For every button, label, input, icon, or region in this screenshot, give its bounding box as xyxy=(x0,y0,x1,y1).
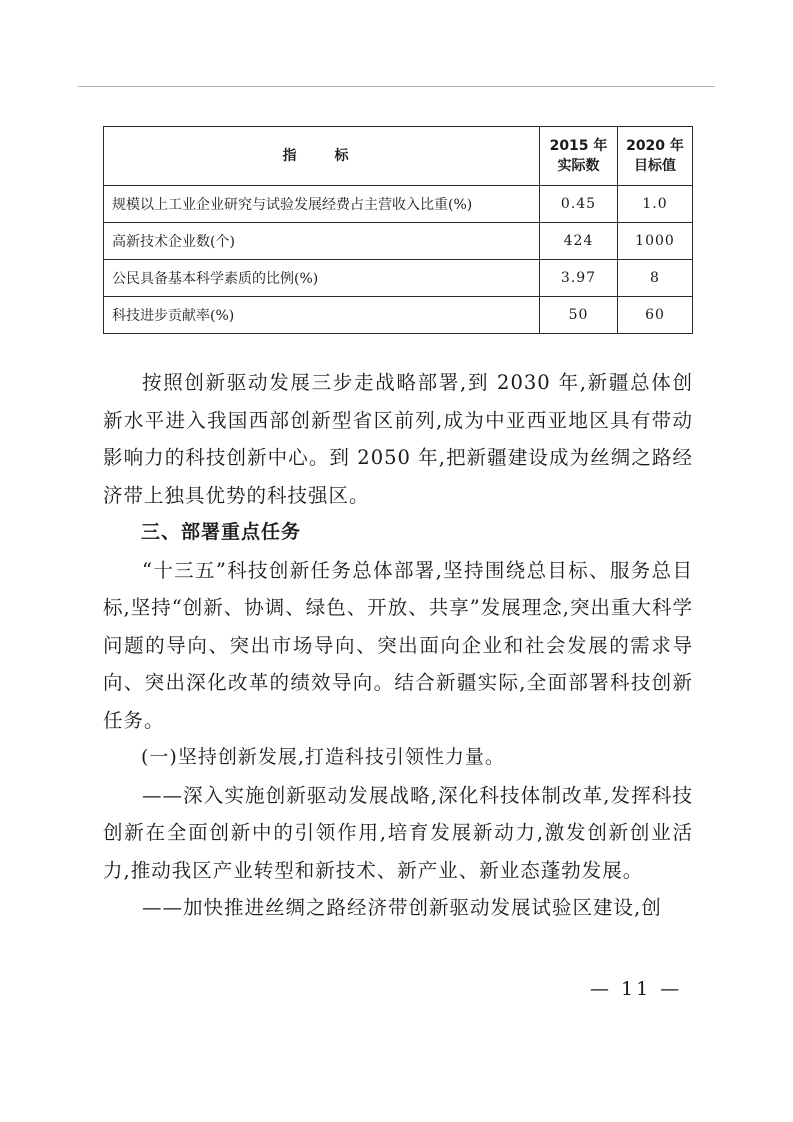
header-2015-label: 实际数 xyxy=(557,158,600,174)
row-2020-value: 1.0 xyxy=(618,186,693,223)
paragraph-innovation-strategy: ——深入实施创新驱动发展战略,深化科技体制改革,发挥科技创新在全面创新中的引领作用,培育发展新动力,激发创新创业活力,推动我区产业转型和新技术、新产业、新业态蓬勃发展。 xyxy=(103,783,693,882)
indicators-table xyxy=(103,126,693,334)
row-2015-value: 424 xyxy=(540,223,618,260)
row-indicator-name: 高新技术企业数(个) xyxy=(104,223,540,260)
table-row xyxy=(104,260,693,297)
row-indicator-name: 规模以上工业企业研究与试验发展经费占主营收入比重(%) xyxy=(104,186,540,223)
header-2020-year: 2020 年 xyxy=(626,138,684,154)
table-header-row xyxy=(104,127,693,186)
header-indicator: 指 标 xyxy=(104,127,540,186)
header-2020-target xyxy=(618,127,693,186)
paragraph-silk-road-zone: ——加快推进丝绸之路经济带创新驱动发展试验区建设,创 xyxy=(142,896,662,919)
row-2020-value: 60 xyxy=(618,297,693,334)
paragraph-task-deployment: “十三五”科技创新任务总体部署,坚持围绕总目标、服务总目标,坚持“创新、协调、绿色、开放、共享”发展理念,突出重大科学问题的导向、突出市场导向、突出面向企业和社会发展的需求导向、突出深化改革的绩效导向。结合新疆实际,全面部署科技创新任务。 xyxy=(103,558,693,732)
page-number: — 11 — xyxy=(590,978,683,1000)
row-2020-value: 8 xyxy=(618,260,693,297)
row-2015-value: 3.97 xyxy=(540,260,618,297)
header-2015-actual xyxy=(540,127,618,186)
body-text xyxy=(103,364,693,927)
sub-heading-innovation: (一)坚持创新发展,打造科技引领性力量。 xyxy=(141,746,505,768)
row-2015-value: 0.45 xyxy=(540,186,618,223)
row-2020-value: 1000 xyxy=(618,223,693,260)
header-rule xyxy=(78,86,715,87)
table-row xyxy=(104,186,693,223)
table-row xyxy=(104,223,693,260)
section-heading-key-tasks: 三、部署重点任务 xyxy=(141,521,302,543)
header-2020-label: 目标值 xyxy=(634,158,676,174)
row-indicator-name: 公民具备基本科学素质的比例(%) xyxy=(104,260,540,297)
header-2015-year: 2015 年 xyxy=(549,138,608,154)
row-2015-value: 50 xyxy=(540,297,618,334)
paragraph-strategy-timeline: 按照创新驱动发展三步走战略部署,到 2030 年,新疆总体创新水平进入我国西部创新型省区前列,成为中亚西亚地区具有带动影响力的科技创新中心。到 2050 年,把新疆建设成为丝绸之路经济带上独具优势的科技强区。 xyxy=(103,371,693,507)
table-row xyxy=(104,297,693,334)
row-indicator-name: 科技进步贡献率(%) xyxy=(104,297,540,334)
